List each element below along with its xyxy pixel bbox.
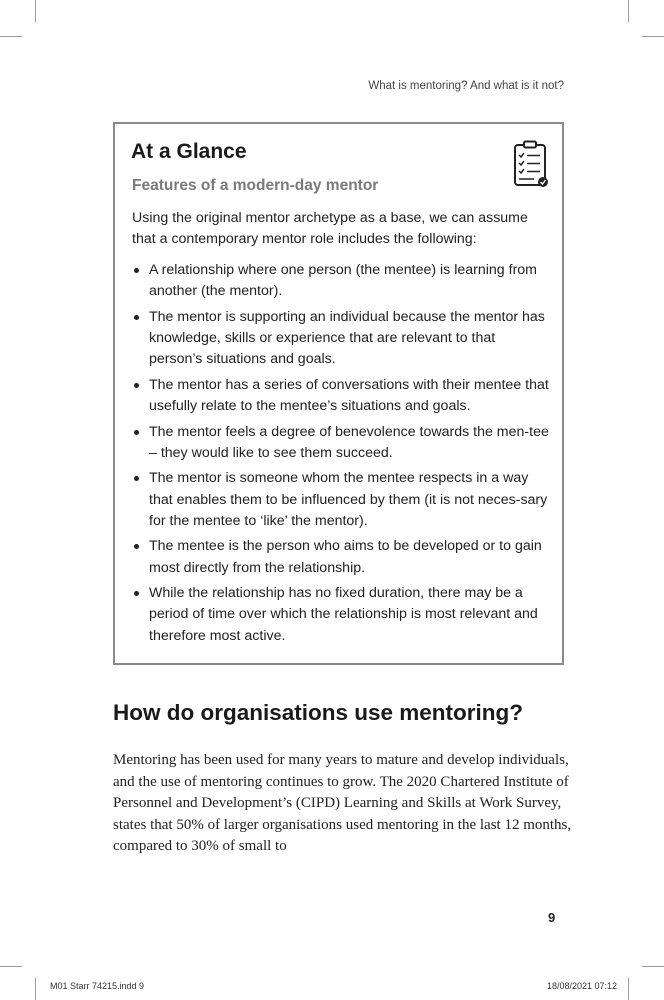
list-item [132, 536, 552, 578]
list-item [132, 468, 552, 532]
crop-mark [642, 36, 664, 37]
crop-mark [35, 0, 36, 22]
feature-list [132, 260, 552, 651]
list-item-text: The mentor has a series of conversations with their mentee that usefully relate to the mentee’s situations and goals. [149, 376, 549, 414]
bullet-icon [134, 383, 139, 388]
bullet-icon [134, 591, 139, 596]
crop-mark [35, 978, 36, 1000]
slug-datetime: 18/08/2021 07:12 [547, 981, 618, 991]
body-paragraph: Mentoring has been used for many years to mature and develop individuals, and the use of mentoring continues to grow. The 2020 Chartered Institute of Personnel and Development’s (CIPD) Learning and Skills at Work Survey, states that 50% of larger organisations used mentoring in the last 12 months, compared to 30% of small to [113, 752, 572, 854]
list-item-text: The mentor feels a degree of benevolence towards the men-tee – they would like to see them succeed. [149, 423, 549, 461]
bullet-icon [134, 544, 139, 549]
crop-mark [642, 966, 664, 967]
glance-intro: Using the original mentor archetype as a base, we can assume that a contemporary mentor role includes the following: [132, 210, 528, 247]
list-item-text: A relationship where one person (the mentee) is learning from another (the mentor). [149, 262, 538, 300]
crop-mark [628, 0, 629, 22]
page-number: 9 [548, 910, 556, 925]
list-item [132, 583, 552, 647]
crop-mark [628, 978, 629, 1000]
section-heading: How do organisations use mentoring? [113, 700, 524, 725]
list-item-text: While the relationship has no fixed duration, there may be a period of time over which the relationship is most relevant and therefore most active. [149, 585, 538, 644]
glance-title: At a Glance [131, 140, 247, 163]
bullet-icon [134, 430, 139, 435]
list-item [132, 260, 552, 302]
crop-mark [0, 36, 22, 37]
list-item [132, 307, 552, 371]
at-a-glance-box [113, 122, 564, 665]
running-head: What is mentoring? And what is it not? [368, 80, 564, 92]
list-item-text: The mentee is the person who aims to be developed or to gain most directly from the relationship. [149, 538, 542, 576]
clipboard-checklist-icon [512, 140, 550, 190]
crop-mark [0, 966, 22, 967]
list-item-text: The mentor is someone whom the mentee respects in a way that enables them to be influenced by them (it is not neces-sary for the mentee to ‘like’ the mentor). [149, 470, 548, 529]
bullet-icon [134, 268, 139, 273]
list-item [132, 375, 552, 417]
list-item [132, 422, 552, 464]
list-item-text: The mentor is supporting an individual because the mentor has knowledge, skills or experience that are relevant to that person’s situations and goals. [149, 308, 545, 368]
bullet-icon [134, 315, 139, 320]
slug-filename: M01 Starr 74215.indd 9 [50, 981, 145, 991]
bullet-icon [134, 476, 139, 481]
glance-subtitle: Features of a modern-day mentor [132, 177, 379, 194]
